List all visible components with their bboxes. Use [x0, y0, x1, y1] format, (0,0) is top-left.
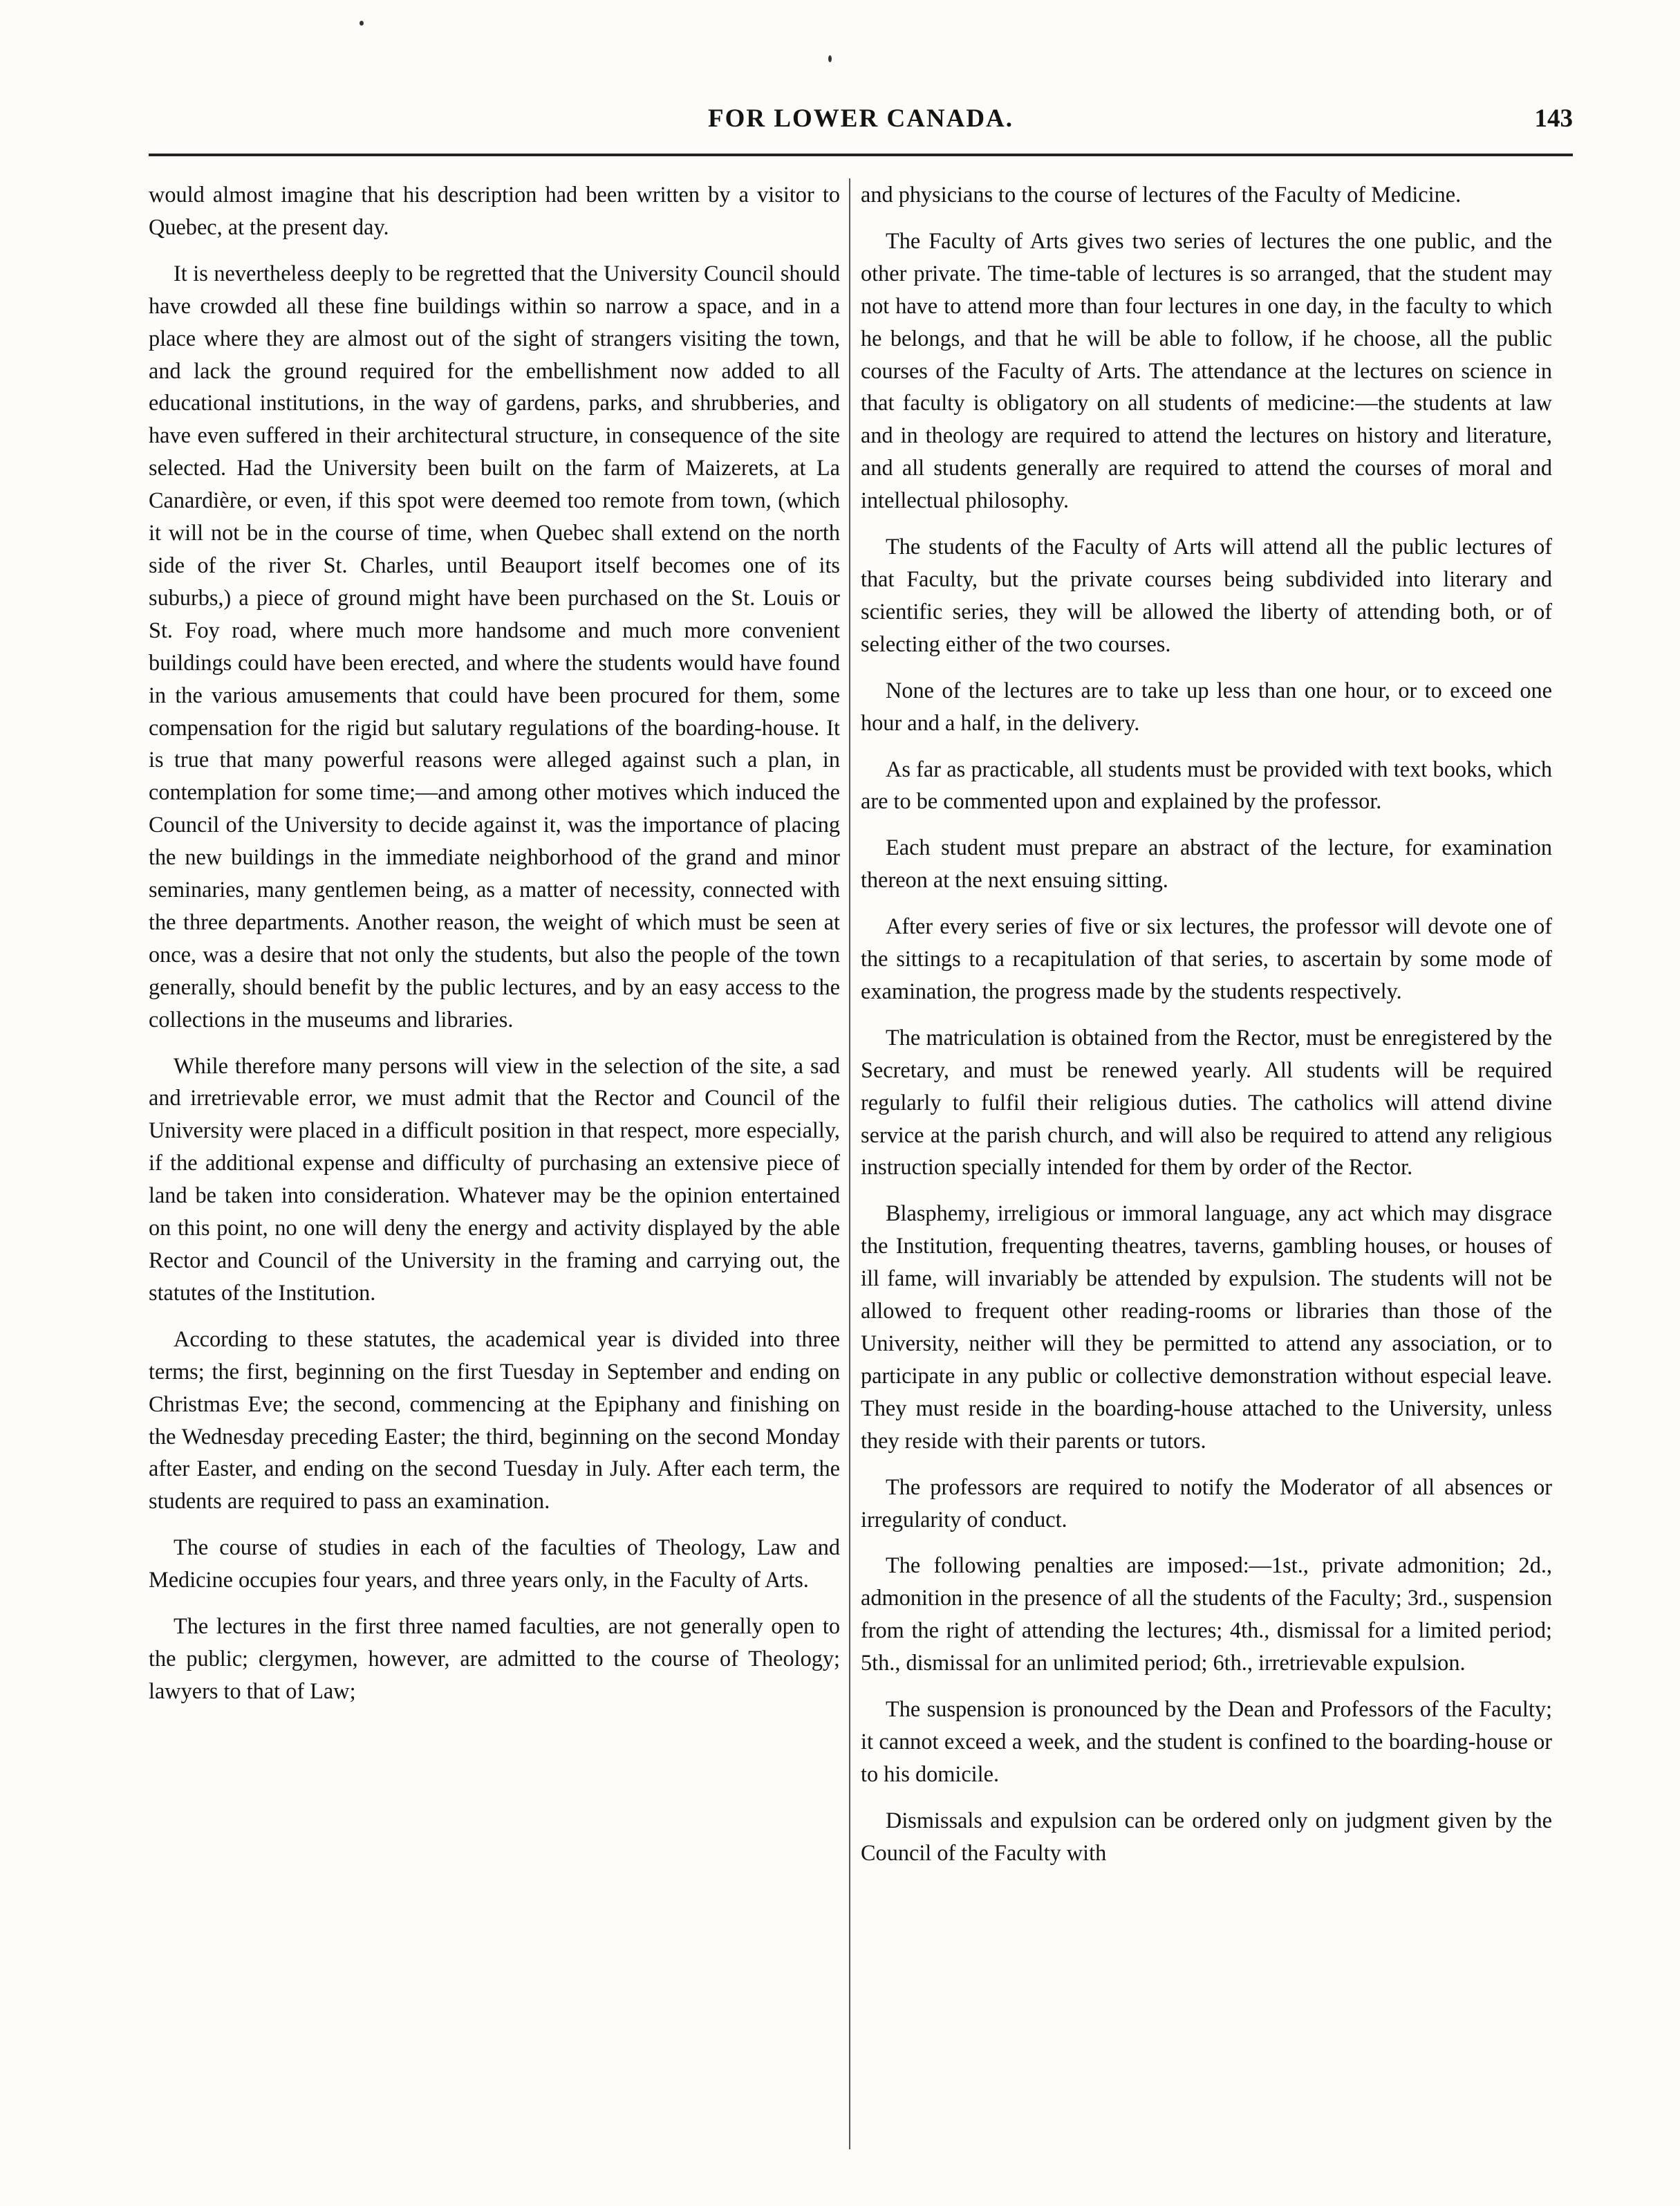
- paragraph: As far as practicable, all students must be provided with text books, which are to be commented upon and explained by the professor.: [861, 756, 1552, 814]
- paragraph: The suspension is pronounced by the Dean and Professors of the Faculty; it cannot exceed a week, and the student is confined to the boarding-house or to his domicile.: [861, 1696, 1552, 1786]
- header-rule: [149, 154, 1573, 156]
- paragraph: While therefore many persons will view in the selection of the site, a sad and irretrievable error, we must admit that the Rector and Council of the University were placed in a difficult position in that respect, more especially, if the additional expense and difficulty of purchasing an extensive piece of land be taken into consideration. Whatever may be the opinion entertained on this point, no one will deny the energy and activity displayed by the able Rector and Council of the University in the framing and carrying out, the statutes of the Institution.: [149, 1053, 840, 1305]
- paragraph: The lectures in the first three named faculties, are not generally open to the public; clergymen, however, are admitted to the course of Theology; lawyers to that of Law;: [149, 1613, 840, 1703]
- page-number: 143: [1534, 104, 1573, 133]
- paragraph: The students of the Faculty of Arts will attend all the public lectures of that Faculty, but the private courses being subdivided into literary and scientific series, they will be allowed the liberty of attending both, or of selecting either of the two courses.: [861, 534, 1552, 656]
- paragraph: None of the lectures are to take up less than one hour, or to exceed one hour and a half, in the delivery.: [861, 677, 1552, 735]
- running-title: FOR LOWER CANADA.: [707, 104, 1014, 133]
- paragraph: The course of studies in each of the faculties of Theology, Law and Medicine occupies four years, and three years only, in the Faculty of Arts.: [149, 1535, 840, 1593]
- paragraph: would almost imagine that his description had been written by a visitor to Quebec, at the present day.: [149, 182, 840, 239]
- paragraph: The professors are required to notify the Moderator of all absences or irregularity of conduct.: [861, 1474, 1552, 1532]
- paragraph: Each student must prepare an abstract of the lecture, for examination thereon at the next ensuing sitting.: [861, 835, 1552, 893]
- paragraph: Dismissals and expulsion can be ordered only on judgment given by the Council of the Faculty with: [861, 1807, 1552, 1865]
- page-header: [149, 104, 1573, 145]
- paragraph: According to these statutes, the academical year is divided into three terms; the first, beginning on the first Tuesday in September and ending on Christmas Eve; the second, commencing at the Epiphany and finishing on the Wednesday preceding Easter; the third, beginning on the second Monday after Easter, and ending on the second Tuesday in July. After each term, the students are required to pass an examination.: [149, 1326, 840, 1514]
- left-column: [149, 178, 840, 2163]
- print-speck: [828, 55, 832, 62]
- print-specks: [360, 21, 843, 76]
- paragraph: Blasphemy, irreligious or immoral language, any act which may disgrace the Institution, frequenting theatres, taverns, gambling houses, or houses of ill fame, will invariably be attended by expulsion. The students will not be allowed to frequent other reading-rooms or libraries than those of the University, neither will they be permitted to attend any association, or to participate in any public or collective demonstration without especial leave. They must reside in the boarding-house attached to the University, unless they reside with their parents or tutors.: [861, 1201, 1552, 1453]
- column-divider: [849, 178, 850, 2149]
- right-column: [861, 178, 1552, 2163]
- paragraph: and physicians to the course of lectures of the Faculty of Medicine.: [861, 182, 1462, 207]
- paragraph: The following penalties are imposed:—1st., private admonition; 2d., admonition in the presence of all the students of the Faculty; 3rd., suspension from the right of attending the lectures; 4th., dismissal for a limited period; 5th., dismissal for an unlimited period; 6th., irretrievable expulsion.: [861, 1552, 1552, 1676]
- print-speck: [360, 21, 364, 26]
- paragraph: It is nevertheless deeply to be regretted that the University Council should have crowded all these fine buildings within so narrow a space, and in a place where they are almost out of the sight of strangers visiting the town, and lack the ground required for the embellishment now added to all educational institutions, in the way of gardens, parks, and shrubberies, and have even suffered in their architectural structure, in consequence of the site selected. Had the University been built on the farm of Maizerets, at La Canardière, or even, if this spot were deemed too remote from town, (which it will not be in the course of time, when Quebec shall extend on the north side of the river St. Charles, until Beauport itself becomes one of its suburbs,) a piece of ground might have been purchased on the St. Louis or St. Foy road, where much more handsome and much more convenient buildings could have been erected, and where the students would have found in the various amusements that could have been procured for them, some compensation for the rigid but salutary regulations of the boarding-house. It is true that many powerful reasons were alleged against such a plan, in contemplation for some time;—and among other motives which induced the Council of the University to decide against it, was the importance of placing the new buildings in the immediate neighborhood of the grand and minor seminaries, many gentlemen being, as a matter of necessity, connected with the three departments. Another reason, the weight of which must be seen at once, was a desire that not only the students, but also the people of the town generally, should benefit by the public lectures, and by an easy access to the collections in the museums and libraries.: [149, 260, 840, 1032]
- paragraph: After every series of five or six lectures, the professor will devote one of the sittings to a recapitulation of that series, to ascertain by some mode of examination, the progress made by the students respectively.: [861, 914, 1552, 1003]
- paragraph: The matriculation is obtained from the Rector, must be enregistered by the Secretary, and must be renewed yearly. All students will be required regularly to fulfil their religious duties. The catholics will attend divine service at the parish church, and will also be required to attend any religious instruction specially intended for them by order of the Rector.: [861, 1024, 1552, 1180]
- paragraph: The Faculty of Arts gives two series of lectures the one public, and the other private. The time-table of lectures is so arranged, that the student may not have to attend more than four lectures in one day, in the faculty to which he belongs, and that he will be able to follow, if he choose, all the public courses of the Faculty of Arts. The attendance at the lectures on science in that faculty is obligatory on all students of medicine:—the students at law and in theology are required to attend the lectures on history and literature, and all students generally are required to attend the courses of moral and intellectual philosophy.: [861, 228, 1552, 513]
